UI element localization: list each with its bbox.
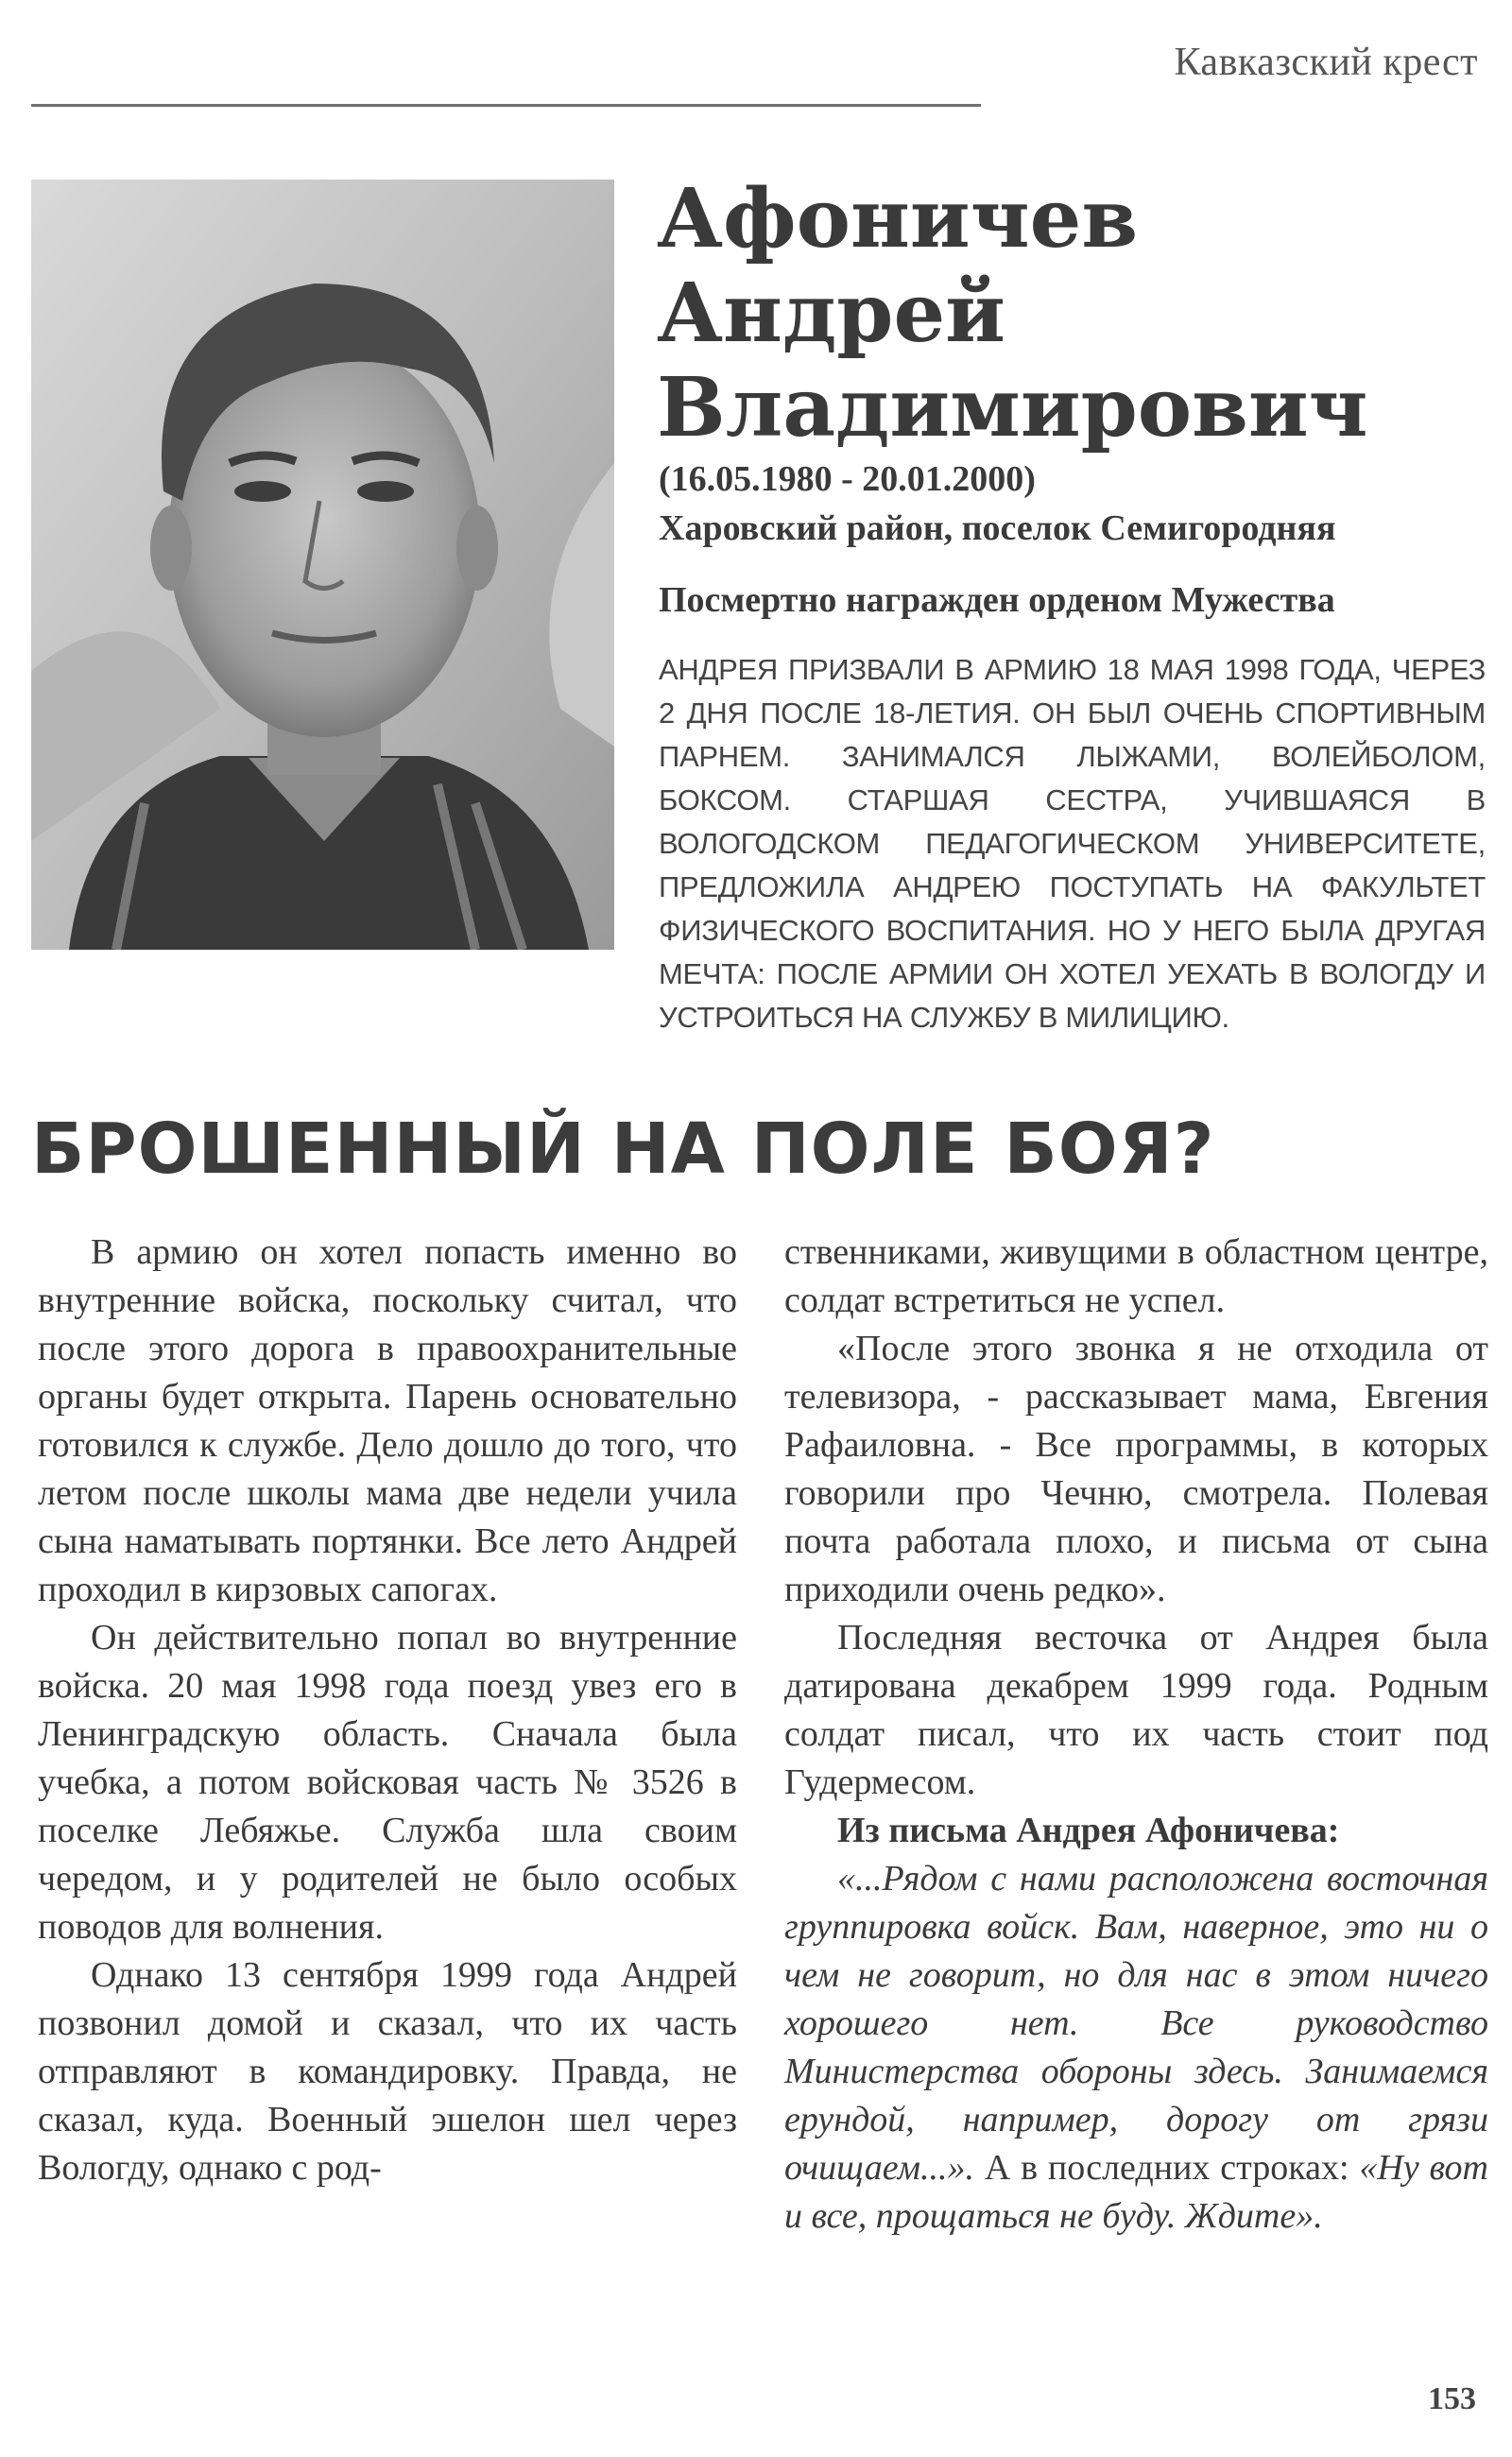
life-dates: (16.05.1980 - 20.01.2000) — [659, 459, 1036, 499]
person-patronymic: Владимирович — [657, 360, 1368, 455]
article-headline: БРОШЕННЫЙ НА ПОЛЕ БОЯ? — [31, 1108, 1215, 1190]
letter-paragraph — [784, 1855, 1488, 2241]
birth-place: Харовский район, поселок Семигородняя — [659, 508, 1336, 548]
portrait-photo — [31, 180, 614, 950]
paragraph: Однако 13 сентября 1999 года Андрей позвонил домой и сказал, что их часть отправляют в командировку. Правда, не сказал, куда. Военный эшелон шел через Вологду, однако с род- — [38, 1955, 737, 2188]
article-column-right — [784, 1228, 1488, 2241]
person-surname: Афоничев — [657, 171, 1139, 266]
paragraph: «После этого звонка я не отходила от телевизора, - рассказывает мама, Евгения Рафаиловна. - Все программы, в которых говорили про Чечню, смотрела. Полевая почта работала плохо, и письма от сына приходили очень редко». — [784, 1329, 1488, 1609]
letter-final-quote: «Ну вот и все, прощаться не буду. Ждите». — [784, 2148, 1488, 2236]
header-rule — [31, 104, 981, 107]
paragraph: В армию он хотел попасть именно во внутренние войска, поскольку считал, что после этого дорога в правоохранительные органы будет открыта. Парень основательно готовился к службе. Дело дошло до того, что летом после школы мама две недели учила сына наматывать портянки. Все лето Андрей проходил в кирзовых сапогах. — [38, 1232, 737, 1609]
paragraph: Он действительно попал во внутренние войска. 20 мая 1998 года поезд увез его в Ленинградскую область. Сначала была учебка, а потом войсковая часть № 3526 в поселке Лебяжье. Служба шла своим чередом, и у родителей не было особых поводов для волнения. — [38, 1618, 737, 1947]
portrait-image — [31, 180, 614, 950]
award-line: Посмертно награжден орденом Мужества — [659, 580, 1335, 620]
article-column-left — [38, 1228, 737, 2192]
paragraph-continued: ственниками, живущими в областном центре, солдат встретиться не успел. — [784, 1232, 1488, 1320]
page-number: 153 — [1428, 2381, 1476, 2416]
paragraph: Последняя весточка от Андрея была датирована декабрем 1999 года. Родным солдат писал, что их часть стоит под Гудермесом. — [784, 1618, 1488, 1802]
running-head: Кавказский крест — [1174, 41, 1478, 84]
person-first-name: Андрей — [657, 266, 1005, 361]
person-name — [657, 172, 1488, 455]
letter-after: А в последних строках: — [973, 2148, 1360, 2188]
intro-text: АНДРЕЯ ПРИЗВАЛИ В АРМИЮ 18 МАЯ 1998 ГОДА, ЧЕРЕЗ 2 ДНЯ ПОСЛЕ 18-ЛЕТИЯ. ОН БЫЛ ОЧЕНЬ СПОРТИВНЫМ ПАРНЕМ. ЗАНИМАЛСЯ ЛЫЖАМИ, ВОЛЕЙБОЛОМ, БОКСОМ. СТАРШАЯ СЕСТРА, УЧИВШАЯСЯ В ВОЛОГОДСКОМ ПЕДАГОГИЧЕСКОМ УНИВЕРСИТЕТЕ, ПРЕДЛОЖИЛА АНДРЕЮ ПОСТУПАТЬ НА ФАКУЛЬТЕТ ФИЗИЧЕСКОГО ВОСПИТАНИЯ. НО У НЕГО БЫЛА ДРУГАЯ МЕЧТА: ПОСЛЕ АРМИИ ОН ХОТЕЛ УЕХАТЬ В ВОЛОГДУ И УСТРОИТЬСЯ НА СЛУЖБУ В МИЛИЦИЮ. — [659, 653, 1486, 1034]
letter-quote: «...Рядом с нами расположена восточная группировка войск. Вам, наверное, это ни о чем не говорит, но для нас в этом ничего хорошего нет. Все руководство Министерства обороны здесь. Занимаемся ерундой, например, дорогу от грязи очищаем...». — [784, 1859, 1488, 2188]
letter-title: Из письма Андрея Афоничева: — [837, 1811, 1340, 1850]
